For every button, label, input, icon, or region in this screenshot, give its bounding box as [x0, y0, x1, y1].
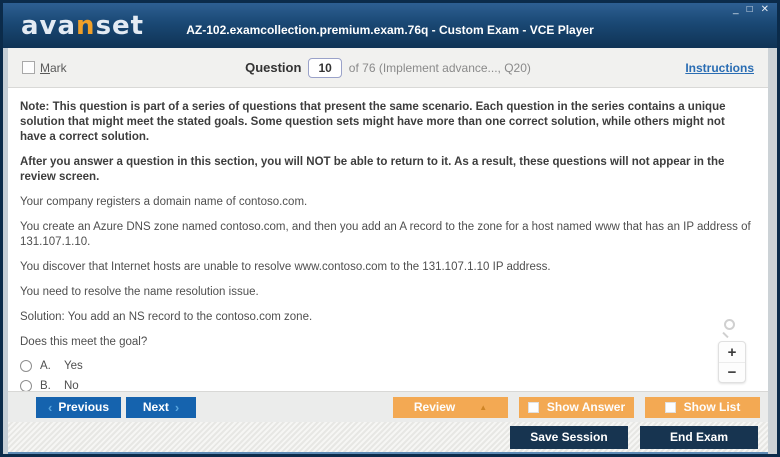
- close-icon[interactable]: ✕: [760, 4, 771, 15]
- avanset-logo: avanset: [21, 10, 145, 41]
- mark-checkbox[interactable]: [22, 61, 35, 74]
- title-bar: [3, 3, 777, 48]
- question-header: [8, 48, 768, 88]
- question-number-input[interactable]: 10: [308, 58, 341, 78]
- question-paragraph: Solution: You add an NS record to the contoso.com zone.: [20, 311, 313, 323]
- zoom-in-button[interactable]: +: [727, 343, 737, 361]
- save-session-button[interactable]: Save Session: [510, 426, 628, 449]
- question-meta: of 76 (Implement advance..., Q20): [348, 60, 531, 75]
- question-paragraphs: [20, 100, 754, 350]
- show-list-checkbox[interactable]: [665, 402, 676, 413]
- zoom-stepper: [718, 341, 746, 383]
- mark-checkbox-wrap[interactable]: [22, 61, 67, 75]
- question-position: [8, 58, 768, 78]
- question-paragraph: After you answer a question in this section, you will NOT be able to return to it. As a result, these questions will not appear in the review screen.: [20, 156, 725, 183]
- chevron-left-icon: ‹: [48, 399, 53, 415]
- next-button[interactable]: Next ›: [126, 397, 196, 418]
- session-bar: [8, 422, 768, 452]
- mark-label: Mark: [40, 60, 67, 75]
- show-answer-checkbox[interactable]: [528, 402, 539, 413]
- radio-button-icon[interactable]: [20, 380, 32, 391]
- answer-option[interactable]: [20, 360, 754, 372]
- question-paragraph: You discover that Internet hosts are unable to resolve www.contoso.com to the 131.107.1.10 IP address.: [20, 261, 551, 273]
- radio-button-icon[interactable]: [20, 360, 32, 372]
- zoom-tools: [718, 319, 746, 383]
- chevron-right-icon: ›: [174, 399, 180, 415]
- option-letter: A.: [40, 360, 51, 372]
- navigation-bar: [8, 391, 768, 422]
- bottom-accent-line: [8, 452, 768, 454]
- minimize-icon[interactable]: _: [733, 4, 741, 15]
- option-label: Yes: [64, 360, 83, 372]
- show-answer-button[interactable]: Show Answer: [519, 397, 634, 418]
- window-controls: [733, 5, 771, 15]
- answer-option[interactable]: [20, 380, 754, 391]
- end-exam-button[interactable]: End Exam: [640, 426, 758, 449]
- zoom-out-button[interactable]: −: [719, 362, 745, 382]
- question-paragraph: Note: This question is part of a series of questions that present the same scenario. Each question in the series contains a unique solution that might meet the stated goals. Some question sets might have more than one correct solution, while others might not have a correct solution.: [20, 101, 726, 143]
- question-body: [8, 88, 768, 391]
- review-button[interactable]: Review ▲: [393, 397, 508, 418]
- content-frame: [3, 48, 777, 454]
- answer-options: [20, 360, 754, 391]
- option-letter: B.: [40, 380, 51, 391]
- instructions-link[interactable]: Instructions: [685, 60, 754, 75]
- question-paragraph: You create an Azure DNS zone named contoso.com, and then you add an A record to the zone for a host named www that has an IP address of 131.107.1.10.: [20, 221, 751, 248]
- show-list-button[interactable]: Show List: [645, 397, 760, 418]
- question-label: Question: [245, 60, 302, 75]
- review-group: [393, 397, 760, 418]
- option-label: No: [64, 380, 79, 391]
- window-title: AZ-102.examcollection.premium.exam.76q - Custom Exam - VCE Player: [186, 23, 594, 37]
- question-paragraph: Does this meet the goal?: [20, 336, 148, 348]
- magnifier-icon[interactable]: [724, 319, 740, 335]
- previous-button[interactable]: ‹ Previous: [36, 397, 121, 418]
- question-paragraph: Your company registers a domain name of contoso.com.: [20, 196, 308, 208]
- triangle-up-icon: ▲: [479, 402, 488, 412]
- maximize-icon[interactable]: □: [746, 4, 755, 15]
- question-paragraph: You need to resolve the name resolution issue.: [20, 286, 259, 298]
